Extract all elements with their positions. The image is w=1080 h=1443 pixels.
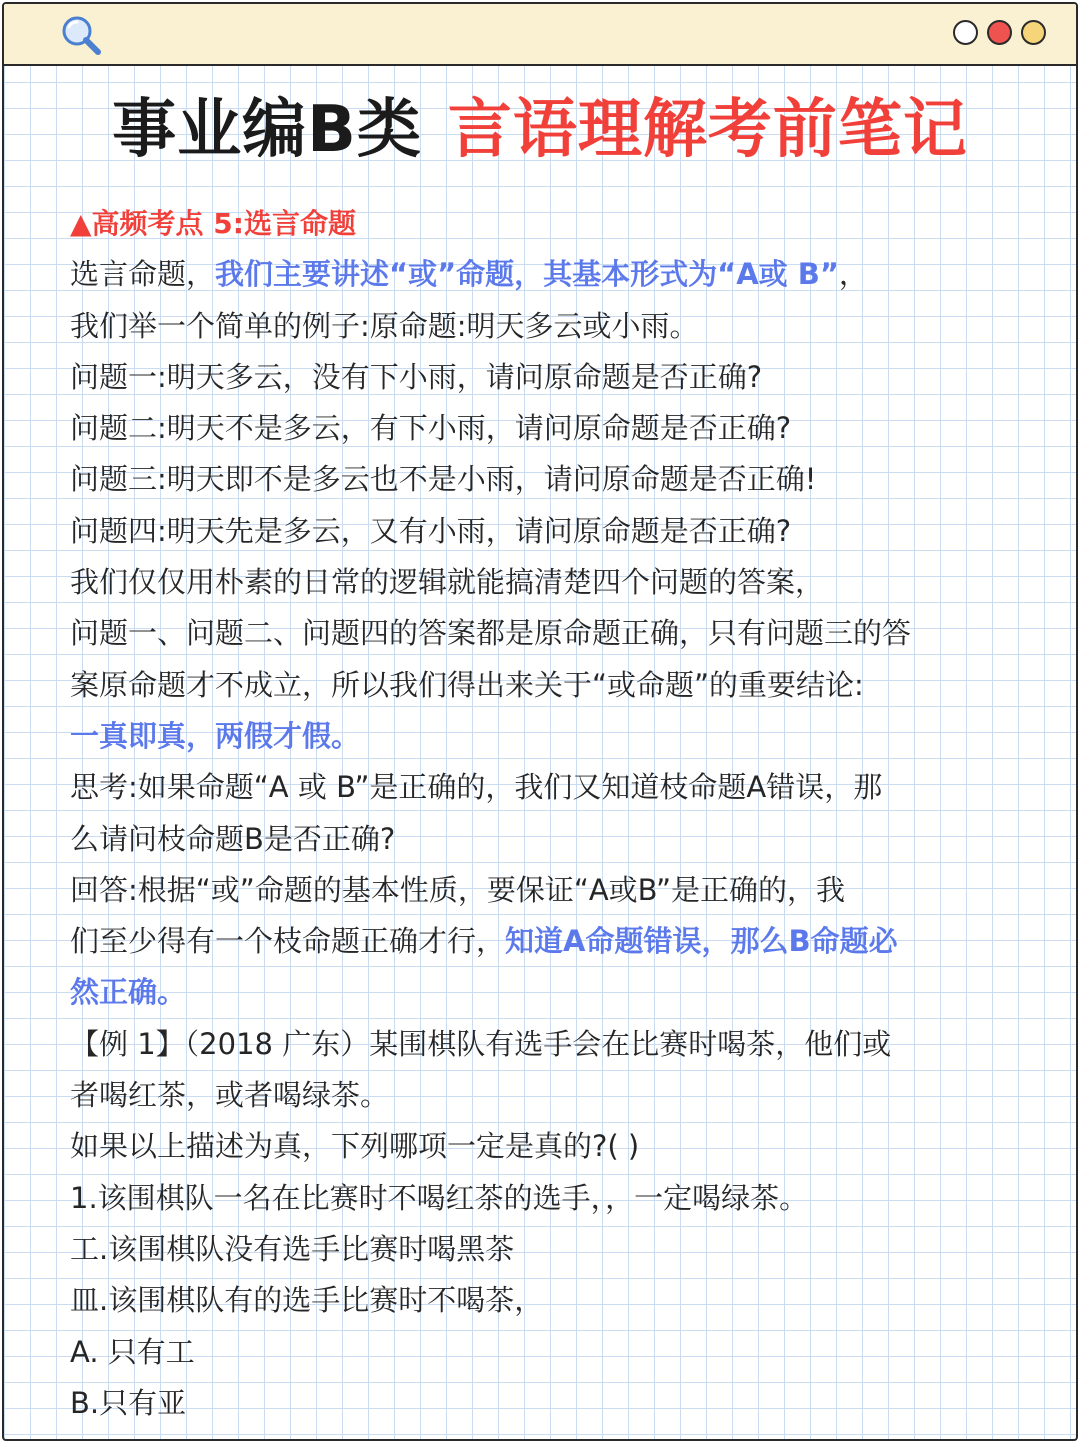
text-line bbox=[70, 557, 1020, 608]
text-segment: 我们举一个简单的例子:原命题:明天多云或小雨。 bbox=[70, 308, 699, 343]
text-line bbox=[70, 1378, 1020, 1429]
text-segment: 问题一、问题二、问题四的答案都是原命题正确，只有问题三的答 bbox=[70, 616, 912, 651]
text-segment: B.只有亚 bbox=[70, 1385, 187, 1420]
window-title-bar bbox=[4, 4, 1076, 66]
text-segment: 回答:根据“或”命题的基本性质，要保证“A或B”是正确的，我 bbox=[70, 872, 846, 907]
highlighted-text: 知道A命题错误，那么B命题必 bbox=[505, 924, 898, 959]
text-line bbox=[70, 711, 1020, 762]
window-dot-yellow[interactable] bbox=[1021, 20, 1046, 45]
text-segment: 我们仅仅用朴素的日常的逻辑就能搞清楚四个问题的答案， bbox=[70, 565, 825, 600]
text-line bbox=[70, 1327, 1020, 1378]
text-segment: 1.该围棋队一名在比赛时不喝红茶的选手，，一定喝绿茶。 bbox=[70, 1180, 809, 1215]
text-segment: 案原命题才不成立，所以我们得出来关于“或命题”的重要结论: bbox=[70, 667, 864, 702]
section-heading bbox=[70, 198, 1020, 249]
text-line bbox=[70, 506, 1020, 557]
highlighted-text: 然正确。 bbox=[70, 975, 187, 1010]
text-segment: 问题一:明天多云，没有下小雨，请问原命题是否正确? bbox=[70, 359, 763, 394]
text-segment: 么请问枝命题B是否正确? bbox=[70, 821, 396, 856]
text-line bbox=[70, 814, 1020, 865]
page-title bbox=[4, 86, 1076, 174]
text-line bbox=[70, 762, 1020, 813]
text-line bbox=[70, 1224, 1020, 1275]
window-dot-white[interactable] bbox=[953, 20, 978, 45]
text-segment: 皿.该围棋队有的选手比赛时不喝茶， bbox=[70, 1283, 544, 1318]
text-line bbox=[70, 403, 1020, 454]
text-line bbox=[70, 1173, 1020, 1224]
text-segment: ， bbox=[838, 257, 868, 292]
text-line bbox=[70, 1070, 1020, 1121]
note-card bbox=[2, 2, 1078, 1441]
title-part-black: 事业编B类 bbox=[112, 93, 422, 167]
text-line bbox=[70, 1121, 1020, 1172]
search-icon[interactable] bbox=[58, 12, 104, 58]
note-body bbox=[70, 198, 1020, 1429]
text-segment: 问题二:明天不是多云，有下小雨，请问原命题是否正确? bbox=[70, 411, 792, 446]
text-segment: 【例 1】（2018 广东）某围棋队有选手会在比赛时喝茶，他们或 bbox=[70, 1026, 892, 1061]
text-line bbox=[70, 1275, 1020, 1326]
text-segment: 选言命题， bbox=[70, 257, 216, 292]
text-segment: A. 只有工 bbox=[70, 1334, 195, 1369]
highlighted-text: 我们主要讲述“或”命题，其基本形式为“A或 B” bbox=[215, 257, 839, 292]
text-line bbox=[70, 967, 1020, 1018]
text-segment: 如果以上描述为真，下列哪项一定是真的?( ) bbox=[70, 1129, 640, 1164]
text-segment: 者喝红茶，或者喝绿茶。 bbox=[70, 1078, 390, 1113]
text-line bbox=[70, 865, 1020, 916]
window-dot-red[interactable] bbox=[987, 20, 1012, 45]
text-segment: 们至少得有一个枝命题正确才行， bbox=[70, 924, 506, 959]
title-part-red: 言语理解考前笔记 bbox=[447, 93, 968, 167]
text-line bbox=[70, 608, 1020, 659]
text-line bbox=[70, 1019, 1020, 1070]
window-controls bbox=[953, 20, 1046, 45]
text-segment: 工.该围棋队没有选手比赛时喝黑茶 bbox=[70, 1231, 515, 1266]
text-line bbox=[70, 916, 1020, 967]
text-segment: 问题四:明天先是多云，又有小雨，请问原命题是否正确? bbox=[70, 513, 792, 548]
highlighted-text: 一真即真，两假才假。 bbox=[70, 718, 361, 753]
text-segment: 问题三:明天即不是多云也不是小雨，请问原命题是否正确! bbox=[70, 462, 817, 497]
text-line bbox=[70, 249, 1020, 300]
text-line bbox=[70, 301, 1020, 352]
text-line bbox=[70, 660, 1020, 711]
text-line bbox=[70, 352, 1020, 403]
text-segment: ▲高频考点 5:选言命题 bbox=[70, 207, 356, 240]
text-line bbox=[70, 454, 1020, 505]
text-segment: 思考:如果命题“A 或 B”是正确的，我们又知道枝命题A错误，那 bbox=[70, 770, 883, 805]
